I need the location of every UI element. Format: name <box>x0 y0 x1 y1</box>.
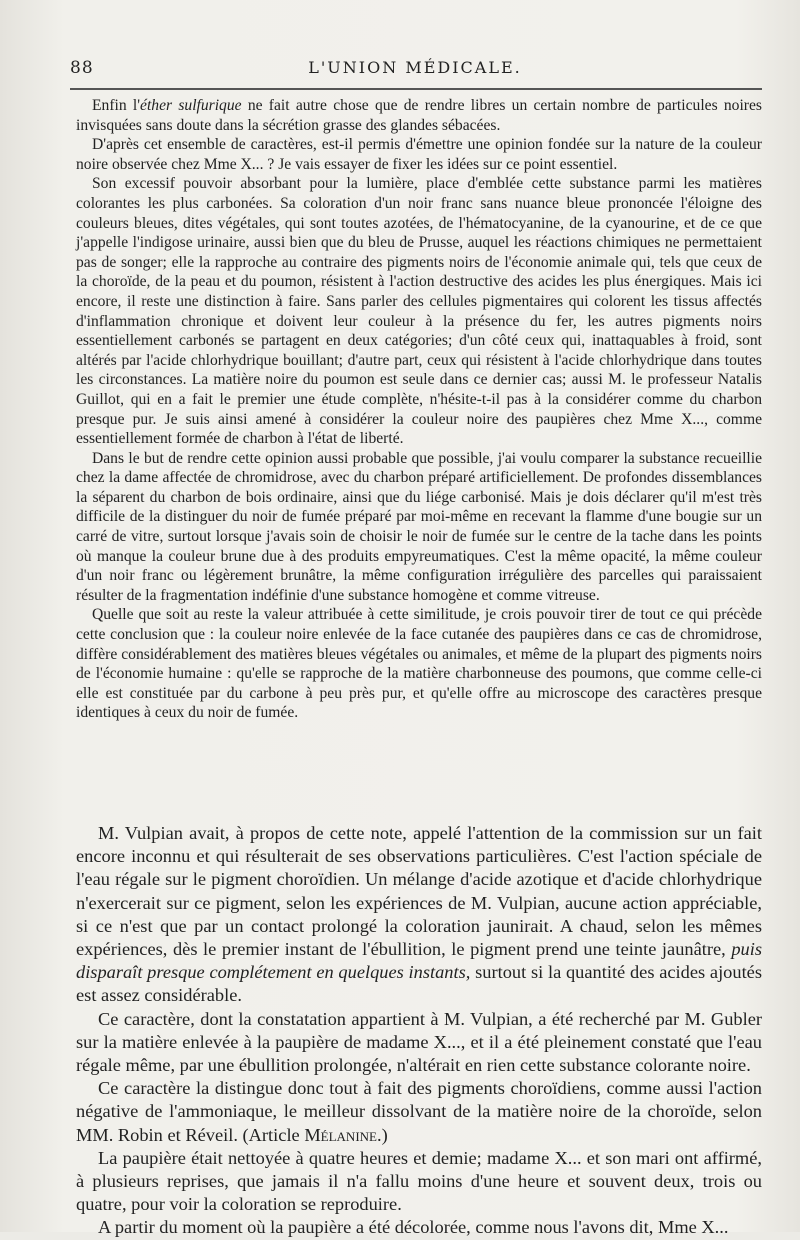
report-p1-end: surtout si la quantité des acides ajoutés est assez considérable. <box>76 962 763 1006</box>
report-p3-end: .) <box>376 1124 388 1145</box>
journal-title: L'UNION MÉDICALE. <box>308 58 522 77</box>
report-p3-smallcaps: Mélanine <box>304 1124 377 1145</box>
note-paragraph-2: D'après cet ensemble de caractères, est-il permis d'émettre une opinion fondée sur la nature de la couleur noire observée chez Mme X... ? Je vais essayer de fixer les idées sur ce point essentiel. <box>76 136 762 173</box>
report-text <box>76 822 762 1240</box>
page-number: 88 <box>70 58 94 78</box>
report-paragraph-1 <box>76 822 762 1008</box>
page-header <box>70 58 760 82</box>
note-paragraph-1 <box>76 96 762 135</box>
note-p1-end: ne fait autre chose que de rendre libres un certain nombre de particules noires invisquées sans doute dans la sécrétion grasse des glandes sébacées. <box>76 97 762 134</box>
note-paragraph-5: Quelle que soit au reste la valeur attribuée à cette similitude, je crois pouvoir tirer de tout ce qui précède cette conclusion que : la couleur noire enlevée de la face cutanée des paupières dans ce cas de chromidrose, diffère considérablement des matières bleues végétales ou animales, et même de la plupart des pigments noirs de l'économie humaine : qu'elle se rapproche de la matière charbonneuse des poumons, que comme celle-ci elle est constituée par du carbone à peu près pur, et qu'elle offre au microscope des caractères presque identiques à ceux du noir de fumée. <box>76 606 762 722</box>
header-rule <box>70 88 762 90</box>
note-paragraph-3: Son excessif pouvoir absorbant pour la lumière, place d'emblée cette substance parmi les matières colorantes les plus carbonées. Sa coloration d'un noir franc sans nuance bleue prononcée l'éloigne des couleurs bleues, dites végétales, qui sont toutes azotées, de l'hématocyanine, de la cyanourine, et de ce que j'appelle l'indigose urinaire, aussi bien que du bleu de Prusse, auquel les réactions chimiques ne permettaient pas de songer; elle la rapproche au contraire des pigments noirs de l'économie animale qui, tels que ceux de la choroïde, de la peau et du poumon, résistent à l'action destructive des acides les plus énergiques. Mais ici encore, il reste une distinction à faire. Sans parler des cellules pigmentaires qui colorent les tissus affectés d'inflammation chronique et doivent leur couleur à la présence du fer, les autres pigments noirs essentiellement carbonés se partagent en deux catégories; d'un côté ceux qui, inattaquables à froid, sont altérés par l'acide chlorhydrique bouillant; d'autre part, ceux qui résistent à l'acide chlorhydrique dans toutes les circonstances. La matière noire du poumon est seule dans ce dernier cas; aussi M. le professeur Natalis Guillot, qui en a fait le premier une étude complète, n'hésite-t-il pas à la considérer comme du charbon presque pur. Je suis ainsi amené à considérer la couleur noire des paupières chez Mme X..., comme essentiellement formée de charbon à l'état de liberté. <box>76 175 762 448</box>
report-p1-start: M. Vulpian avait, à propos de cette note, appelé l'attention de la commission sur un fait encore inconnu et qui résulterait de ses observations particulières. C'est l'action spéciale de l'eau régale sur le pigment choroïdien. Un mélange d'acide azotique et d'acide chlorhydrique n'exercerait sur ce pigment, selon les expériences de M. Vulpian, aucune action appréciable, si ce n'est que par un contact prolongé la coloration jaunirait. A chaud, selon les mêmes expériences, dès le premier instant de l'ébullition, le pigment prend une teinte jaunâtre, <box>76 823 762 960</box>
report-paragraph-2: Ce caractère, dont la constatation appartient à M. Vulpian, a été recherché par M. Gubler sur la matière enlevée à la paupière de madame X..., et il a été pleinement constaté que l'eau régale même, par une ébullition prolongée, n'altérait en rien cette substance colorante noire. <box>76 1008 762 1076</box>
report-p1-italic: puis disparaît presque complétement en quelques instants, <box>76 939 762 983</box>
note-text <box>76 96 762 723</box>
report-paragraph-5: A partir du moment où la paupière a été décolorée, comme nous l'avons dit, Mme X... <box>98 1217 729 1238</box>
note-paragraph-4: Dans le but de rendre cette opinion aussi probable que possible, j'ai voulu comparer la substance recueillie chez la dame affectée de chromidrose, avec du charbon préparé artificiellement. De profondes dissemblances la séparent du charbon de bois ordinaire, ainsi que du liége carbonisé. Mais je dois déclarer qu'il m'est très difficile de la distinguer du noir de fumée préparé par moi-même en recevant la flamme d'une bougie sur un carré de vitre, surtout lorsque j'avais soin de choisir le noir de fumée sur le centre de la tache dans les points où manque la couleur brune due à des produits empyreumatiques. C'est la même opacité, la même couleur d'un noir franc ou légèrement brunâtre, la même configuration irrégulière des parcelles qui paraissaient résulter de la fragmentation indéfinie d'une substance homogène et comme vitreuse. <box>76 449 762 604</box>
report-paragraph-4: La paupière était nettoyée à quatre heures et demie; madame X... et son mari ont affirmé, à plusieurs reprises, que jamais il n'a fallu moins d'une heure et souvent deux, trois ou quatre, pour voir la coloration se reproduire. <box>76 1147 762 1215</box>
note-p1-start: Enfin l' <box>92 97 141 114</box>
note-p1-italic: éther sulfurique <box>140 97 242 114</box>
report-p3-start: Ce caractère la distingue donc tout à fait des pigments choroïdiens, comme aussi l'action négative de l'ammoniaque, le meilleur dissolvant de la matière noire de la choroïde, selon MM. Robin et Réveil. (Article <box>76 1078 762 1145</box>
report-paragraph-3 <box>76 1077 762 1147</box>
